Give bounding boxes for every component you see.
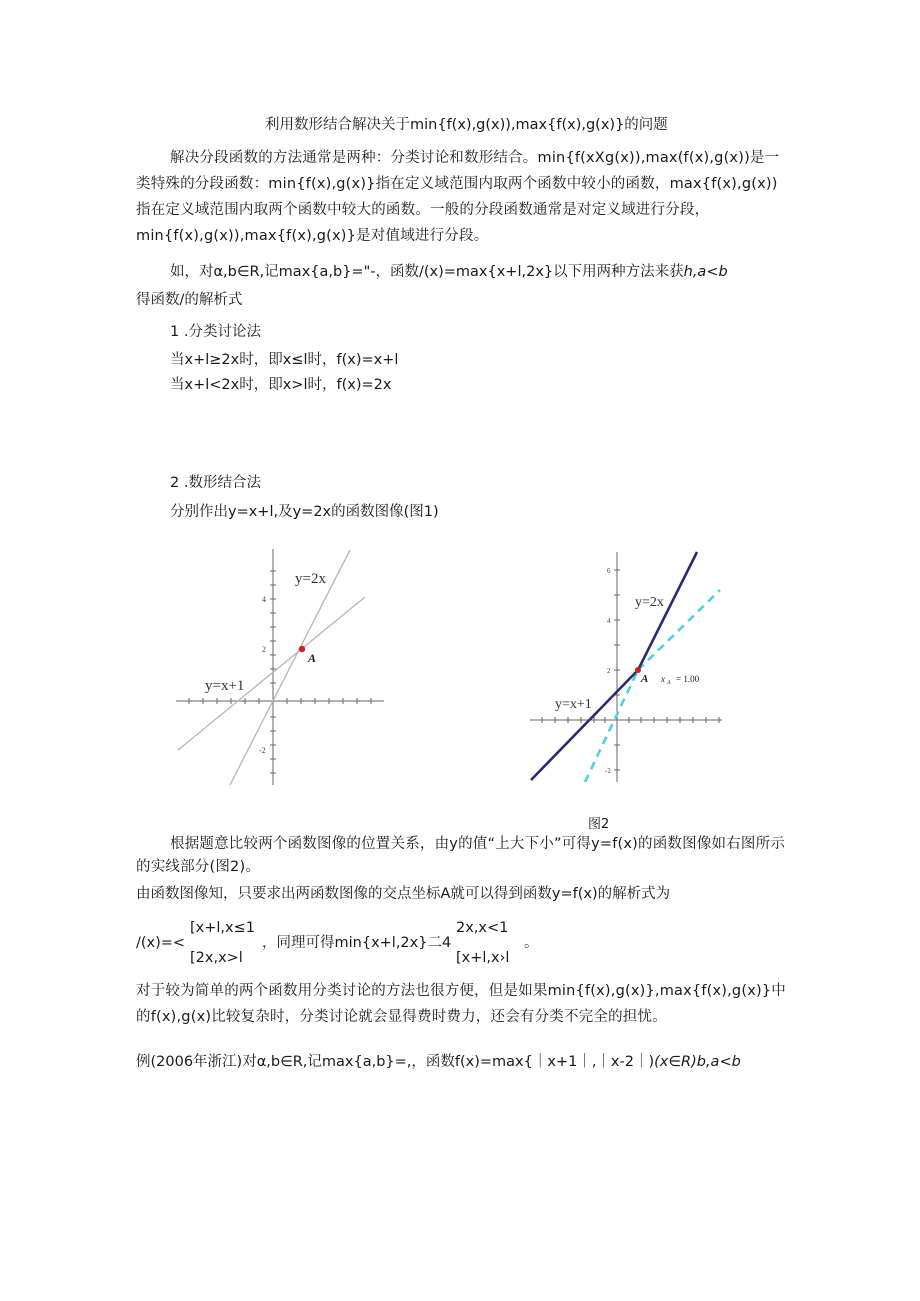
fig2-readout-var: x	[661, 674, 665, 684]
formula-case2-top: 2x,x<1	[456, 920, 509, 936]
figure-1	[170, 545, 390, 790]
fig1-ytick-2: 2	[262, 645, 266, 654]
method1-case1: 当x+l≥2x时，即x≤l时，f(x)=x+l	[170, 352, 399, 368]
formula-case-top: [x+l,x≤1	[190, 920, 255, 936]
fig2-readout-value: = 1.00	[676, 674, 700, 684]
analysis-paragraph: 根据题意比较两个函数图像的位置关系，由y的值“上大下小”可得y=f(x)的函数图像如右图所示的实线部分(图2)。	[136, 836, 786, 875]
formula-prefix: /(x)=<	[136, 935, 186, 951]
example1-line2: 得函数/的解析式	[136, 292, 243, 308]
fig1-line-y-x-plus-1	[178, 597, 365, 750]
fig1-label-x1: y=x+1	[205, 678, 245, 694]
example2-line	[136, 1052, 741, 1072]
fig2-dashed-y-2x	[585, 670, 638, 782]
fig2-label-x1: y=x+1	[555, 697, 592, 712]
fig1-line-y-2x	[230, 550, 350, 785]
fig2-solid-max-graph	[531, 552, 697, 780]
fig2-ytick-2: 2	[607, 667, 611, 675]
fig2-readout-sub: A	[667, 680, 671, 686]
fig2-point-label: A	[641, 673, 649, 685]
method2-desc: 分别作出y=x+l,及y=2x的函数图像(图1)	[170, 504, 439, 520]
formula-case-bottom: [2x,x>l	[190, 950, 243, 966]
fig1-ytick-4: 4	[262, 595, 266, 604]
example2-tail: (x∈R)b,a<b	[654, 1054, 741, 1070]
conclusion-paragraph: 对于较为简单的两个函数用分类讨论的方法也很方便，但是如果min{f(x),g(x)},max{f(x),g(x)}中的f(x),g(x)比较复杂时，分类讨论就会显得费时费力，还会有分类不完全的担忧。	[136, 983, 786, 1025]
fig1-point-label: A	[308, 651, 317, 665]
example1-text: 如，对α,b∈R,记max{a,b}="-，函数/(x)=max{x+l,2x}以下用两种方法来获	[170, 264, 684, 280]
figure-2-caption: 图2	[588, 817, 610, 832]
fig1-point-a	[299, 646, 305, 652]
figure-2	[525, 550, 725, 785]
formula-end: 。	[524, 935, 539, 951]
fig1-label-2x: y=2x	[295, 571, 326, 587]
example1-tail: h,a<b	[683, 264, 728, 280]
formula-case2-bottom: [x+l,x›l	[456, 950, 510, 966]
fig2-ytick-4: 4	[607, 617, 611, 625]
formula-middle: ，同理可得min{x+l,2x}二4	[262, 935, 452, 951]
fig1-ytick-neg2: -2	[259, 746, 266, 755]
page-title: 利用数形结合解决关于min{f(x),g(x)),max{f(x),g(x)}的问题	[265, 117, 668, 133]
fig2-ytick-6: 6	[607, 567, 611, 575]
intro-paragraph: 解决分段函数的方法通常是两种：分类讨论和数形结合。min{f(xXg(x)),max(f(x),g(x))是一类特殊的分段函数：min{f(x),g(x)}指在定义域范围内取两个函数中较小的函数，max{f(x),g(x))指在定义域范围内取两个函数中较大的函数。一般的分段函数通常是对定义域进行分段，min{f(x),g(x)),max{f(x),g(x)}是对值域进行分段。	[136, 150, 780, 244]
method1-case2: 当x+l<2x时，即x>l时，f(x)=2x	[170, 377, 392, 393]
fig2-ytick-neg2: -2	[605, 767, 611, 775]
example1-line1	[170, 262, 728, 282]
example2-text: 例(2006年浙江)对α,b∈R,记max{a,b}=,，函数f(x)=max{｜x+1｜,｜x-2｜)	[136, 1054, 655, 1070]
fig2-label-2x: y=2x	[635, 595, 664, 610]
method2-heading: 2 .数形结合法	[170, 475, 261, 491]
analysis-line2: 由函数图像知，只要求出两函数图像的交点坐标A就可以得到函数y=f(x)的解析式为	[136, 886, 671, 902]
method1-heading: 1 .分类讨论法	[170, 324, 261, 340]
